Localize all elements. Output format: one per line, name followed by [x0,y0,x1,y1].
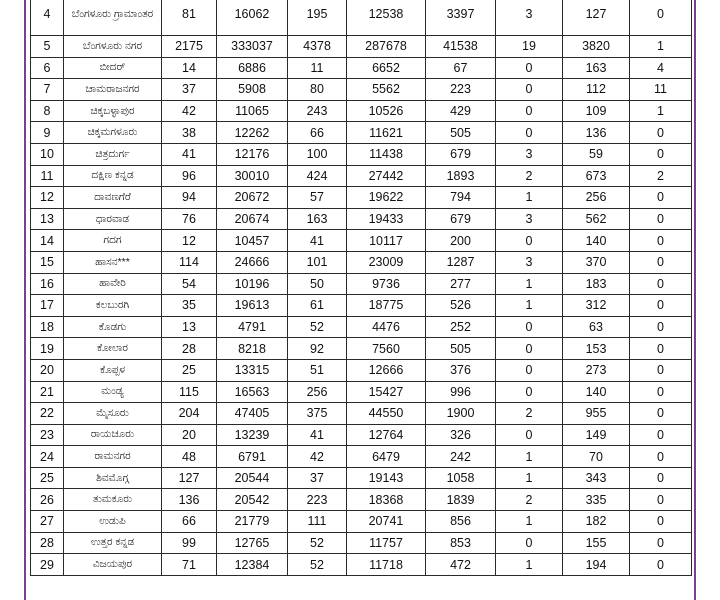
value-col-6: 1 [496,187,563,209]
value-col-6: 0 [496,100,563,122]
value-col-3: 66 [288,122,347,144]
value-col-8: 0 [630,511,692,533]
value-col-5: 472 [426,554,496,576]
value-col-1: 54 [162,273,217,295]
value-col-3: 42 [288,446,347,468]
value-col-4: 4476 [347,316,426,338]
sl-number: 15 [31,251,64,273]
sl-number: 24 [31,446,64,468]
value-col-8: 0 [630,338,692,360]
value-col-8: 0 [630,489,692,511]
value-col-3: 50 [288,273,347,295]
value-col-8: 0 [630,424,692,446]
value-col-4: 19433 [347,208,426,230]
value-col-1: 13 [162,316,217,338]
value-col-7: 112 [563,79,630,101]
value-col-1: 115 [162,381,217,403]
value-col-7: 562 [563,208,630,230]
table-row [31,403,692,425]
value-col-2: 19613 [217,295,288,317]
table-row [31,0,692,36]
district-name: ಚಿಕ್ಕಮಗಳೂರು [64,122,162,144]
district-name: ಕೊಡಗು [64,316,162,338]
value-col-6: 1 [496,554,563,576]
value-col-2: 30010 [217,165,288,187]
sl-number: 26 [31,489,64,511]
district-name: ರಾಮನಗರ [64,446,162,468]
value-col-2: 12176 [217,143,288,165]
value-col-6: 1 [496,511,563,533]
value-col-3: 41 [288,230,347,252]
value-col-4: 10117 [347,230,426,252]
value-col-6: 3 [496,208,563,230]
table-row [31,251,692,273]
value-col-4: 20741 [347,511,426,533]
value-col-6: 3 [496,0,563,36]
value-col-4: 23009 [347,251,426,273]
value-col-7: 370 [563,251,630,273]
district-name: ಚಾಮರಾಜನಗರ [64,79,162,101]
value-col-4: 19622 [347,187,426,209]
district-name: ಮಂಡ್ಯ [64,381,162,403]
value-col-2: 6886 [217,57,288,79]
sl-number: 5 [31,36,64,58]
table-row [31,381,692,403]
value-col-6: 0 [496,338,563,360]
value-col-8: 0 [630,446,692,468]
value-col-7: 155 [563,532,630,554]
value-col-4: 11621 [347,122,426,144]
value-col-7: 256 [563,187,630,209]
value-col-7: 955 [563,403,630,425]
sl-number: 17 [31,295,64,317]
value-col-1: 127 [162,467,217,489]
value-col-5: 277 [426,273,496,295]
table-row [31,36,692,58]
district-name: ಬೀದರ್ [64,57,162,79]
value-col-8: 0 [630,316,692,338]
district-name: ಕೊಪ್ಪಳ [64,359,162,381]
value-col-7: 140 [563,230,630,252]
value-col-2: 6791 [217,446,288,468]
value-col-4: 7560 [347,338,426,360]
value-col-2: 21779 [217,511,288,533]
value-col-6: 0 [496,359,563,381]
value-col-1: 2175 [162,36,217,58]
value-col-1: 42 [162,100,217,122]
table-row [31,295,692,317]
sl-number: 8 [31,100,64,122]
page-border-right [694,0,696,600]
district-name: ಹಾವೇರಿ [64,273,162,295]
value-col-2: 12384 [217,554,288,576]
value-col-7: 163 [563,57,630,79]
value-col-3: 51 [288,359,347,381]
table-row [31,511,692,533]
district-name: ಮೈಸೂರು [64,403,162,425]
table-row [31,446,692,468]
value-col-6: 19 [496,36,563,58]
value-col-2: 20672 [217,187,288,209]
value-col-1: 41 [162,143,217,165]
value-col-2: 333037 [217,36,288,58]
value-col-4: 6479 [347,446,426,468]
value-col-6: 3 [496,251,563,273]
value-col-8: 1 [630,36,692,58]
table-row [31,230,692,252]
value-col-8: 0 [630,122,692,144]
district-name: ಶಿವಮೊಗ್ಗ [64,467,162,489]
value-col-1: 96 [162,165,217,187]
value-col-3: 11 [288,57,347,79]
value-col-7: 109 [563,100,630,122]
value-col-4: 27442 [347,165,426,187]
table-row [31,79,692,101]
value-col-8: 0 [630,230,692,252]
value-col-5: 679 [426,208,496,230]
table-row [31,143,692,165]
value-col-3: 52 [288,316,347,338]
value-col-8: 4 [630,57,692,79]
value-col-6: 0 [496,424,563,446]
value-col-7: 182 [563,511,630,533]
value-col-5: 67 [426,57,496,79]
table-row [31,100,692,122]
value-col-5: 526 [426,295,496,317]
value-col-5: 679 [426,143,496,165]
value-col-5: 200 [426,230,496,252]
value-col-5: 223 [426,79,496,101]
value-col-1: 20 [162,424,217,446]
value-col-7: 153 [563,338,630,360]
sl-number: 12 [31,187,64,209]
value-col-5: 1058 [426,467,496,489]
value-col-4: 5562 [347,79,426,101]
value-col-2: 13315 [217,359,288,381]
table-row [31,489,692,511]
district-name: ದಾವಣಗೆರೆ [64,187,162,209]
value-col-1: 48 [162,446,217,468]
table-row [31,316,692,338]
value-col-5: 429 [426,100,496,122]
value-col-8: 0 [630,554,692,576]
value-col-6: 0 [496,57,563,79]
sl-number: 14 [31,230,64,252]
value-col-6: 0 [496,316,563,338]
table-row [31,424,692,446]
value-col-2: 20674 [217,208,288,230]
value-col-4: 15427 [347,381,426,403]
value-col-8: 11 [630,79,692,101]
value-col-4: 11757 [347,532,426,554]
district-name: ಧಾರವಾಡ [64,208,162,230]
value-col-2: 16563 [217,381,288,403]
value-col-5: 326 [426,424,496,446]
value-col-1: 94 [162,187,217,209]
value-col-8: 0 [630,295,692,317]
value-col-7: 149 [563,424,630,446]
value-col-3: 100 [288,143,347,165]
value-col-1: 14 [162,57,217,79]
value-col-8: 0 [630,532,692,554]
district-name: ಹಾಸನ*** [64,251,162,273]
value-col-8: 0 [630,381,692,403]
value-col-7: 343 [563,467,630,489]
table-row [31,273,692,295]
value-col-7: 335 [563,489,630,511]
value-col-4: 12538 [347,0,426,36]
value-col-4: 10526 [347,100,426,122]
value-col-6: 1 [496,295,563,317]
value-col-7: 673 [563,165,630,187]
value-col-1: 114 [162,251,217,273]
sl-number: 16 [31,273,64,295]
value-col-2: 4791 [217,316,288,338]
district-name: ದಕ್ಷಿಣ ಕನ್ನಡ [64,165,162,187]
district-name: ಬೆಂಗಳೂರು ನಗರ [64,36,162,58]
table-row [31,467,692,489]
value-col-2: 12262 [217,122,288,144]
value-col-4: 12764 [347,424,426,446]
value-col-3: 375 [288,403,347,425]
district-name: ರಾಯಚೂರು [64,424,162,446]
value-col-1: 38 [162,122,217,144]
value-col-4: 11438 [347,143,426,165]
district-name: ಉತ್ತರ ಕನ್ನಡ [64,532,162,554]
value-col-1: 66 [162,511,217,533]
sl-number: 9 [31,122,64,144]
value-col-2: 16062 [217,0,288,36]
value-col-5: 1893 [426,165,496,187]
value-col-5: 505 [426,338,496,360]
value-col-4: 18368 [347,489,426,511]
value-col-6: 0 [496,122,563,144]
value-col-5: 252 [426,316,496,338]
value-col-2: 20544 [217,467,288,489]
value-col-4: 19143 [347,467,426,489]
value-col-3: 223 [288,489,347,511]
value-col-8: 2 [630,165,692,187]
value-col-6: 3 [496,143,563,165]
table-row [31,532,692,554]
value-col-7: 136 [563,122,630,144]
value-col-2: 13239 [217,424,288,446]
value-col-6: 2 [496,403,563,425]
value-col-2: 10457 [217,230,288,252]
value-col-2: 12765 [217,532,288,554]
value-col-3: 61 [288,295,347,317]
table-row [31,338,692,360]
value-col-3: 52 [288,554,347,576]
value-col-7: 183 [563,273,630,295]
value-col-5: 242 [426,446,496,468]
value-col-4: 12666 [347,359,426,381]
value-col-6: 1 [496,446,563,468]
sl-number: 23 [31,424,64,446]
value-col-3: 195 [288,0,347,36]
value-col-3: 163 [288,208,347,230]
value-col-8: 0 [630,273,692,295]
value-col-3: 37 [288,467,347,489]
value-col-5: 794 [426,187,496,209]
value-col-2: 5908 [217,79,288,101]
value-col-7: 70 [563,446,630,468]
value-col-4: 11718 [347,554,426,576]
value-col-8: 0 [630,467,692,489]
district-name: ಗದಗ [64,230,162,252]
value-col-3: 111 [288,511,347,533]
value-col-2: 8218 [217,338,288,360]
value-col-3: 57 [288,187,347,209]
sl-number: 13 [31,208,64,230]
value-col-6: 1 [496,467,563,489]
value-col-7: 127 [563,0,630,36]
value-col-1: 81 [162,0,217,36]
table-body [31,0,692,575]
value-col-8: 0 [630,143,692,165]
value-col-1: 37 [162,79,217,101]
sl-number: 20 [31,359,64,381]
value-col-8: 0 [630,0,692,36]
district-name: ತುಮಕೂರು [64,489,162,511]
value-col-8: 0 [630,208,692,230]
sl-number: 19 [31,338,64,360]
value-col-1: 28 [162,338,217,360]
value-col-7: 63 [563,316,630,338]
value-col-3: 243 [288,100,347,122]
value-col-4: 287678 [347,36,426,58]
district-statistics-table [30,0,692,576]
district-name: ಕೋಲಾರ [64,338,162,360]
value-col-5: 853 [426,532,496,554]
value-col-5: 376 [426,359,496,381]
value-col-6: 1 [496,273,563,295]
table-row [31,57,692,79]
sl-number: 27 [31,511,64,533]
value-col-5: 3397 [426,0,496,36]
value-col-7: 59 [563,143,630,165]
value-col-4: 6652 [347,57,426,79]
sl-number: 21 [31,381,64,403]
sl-number: 4 [31,0,64,36]
page-border-left [24,0,26,600]
value-col-7: 194 [563,554,630,576]
value-col-2: 24666 [217,251,288,273]
value-col-2: 11065 [217,100,288,122]
table-row [31,359,692,381]
value-col-1: 71 [162,554,217,576]
value-col-6: 0 [496,532,563,554]
value-col-1: 99 [162,532,217,554]
sl-number: 22 [31,403,64,425]
value-col-7: 273 [563,359,630,381]
value-col-8: 0 [630,187,692,209]
value-col-2: 20542 [217,489,288,511]
value-col-2: 10196 [217,273,288,295]
value-col-6: 2 [496,165,563,187]
value-col-3: 424 [288,165,347,187]
value-col-6: 0 [496,79,563,101]
value-col-8: 0 [630,403,692,425]
value-col-3: 101 [288,251,347,273]
district-name: ಉಡುಪಿ [64,511,162,533]
table-row [31,554,692,576]
value-col-3: 92 [288,338,347,360]
value-col-3: 52 [288,532,347,554]
value-col-1: 12 [162,230,217,252]
value-col-3: 256 [288,381,347,403]
table-row [31,122,692,144]
value-col-3: 4378 [288,36,347,58]
value-col-7: 312 [563,295,630,317]
table-row [31,187,692,209]
sl-number: 11 [31,165,64,187]
value-col-7: 3820 [563,36,630,58]
value-col-1: 76 [162,208,217,230]
value-col-8: 0 [630,251,692,273]
district-name: ಬೆಂಗಳೂರು ಗ್ರಾಮಾಂತರ [64,0,162,36]
value-col-5: 1287 [426,251,496,273]
table-row [31,165,692,187]
value-col-6: 2 [496,489,563,511]
table-row [31,208,692,230]
value-col-5: 505 [426,122,496,144]
sl-number: 7 [31,79,64,101]
value-col-5: 1839 [426,489,496,511]
value-col-1: 35 [162,295,217,317]
value-col-6: 0 [496,230,563,252]
value-col-3: 80 [288,79,347,101]
district-name: ಚಿಕ್ಕಬಳ್ಳಾಪುರ [64,100,162,122]
value-col-8: 0 [630,359,692,381]
sl-number: 18 [31,316,64,338]
sl-number: 28 [31,532,64,554]
value-col-1: 204 [162,403,217,425]
value-col-3: 41 [288,424,347,446]
value-col-1: 136 [162,489,217,511]
value-col-5: 856 [426,511,496,533]
district-name: ವಿಜಯಪುರ [64,554,162,576]
value-col-2: 47405 [217,403,288,425]
sl-number: 10 [31,143,64,165]
value-col-7: 140 [563,381,630,403]
district-name: ಕಲಬುರಗಿ [64,295,162,317]
sl-number: 25 [31,467,64,489]
value-col-4: 44550 [347,403,426,425]
value-col-1: 25 [162,359,217,381]
district-name: ಚಿತ್ರದುರ್ಗ [64,143,162,165]
value-col-4: 18775 [347,295,426,317]
sl-number: 29 [31,554,64,576]
value-col-4: 9736 [347,273,426,295]
sl-number: 6 [31,57,64,79]
value-col-5: 1900 [426,403,496,425]
value-col-6: 0 [496,381,563,403]
value-col-8: 1 [630,100,692,122]
value-col-5: 996 [426,381,496,403]
value-col-5: 41538 [426,36,496,58]
